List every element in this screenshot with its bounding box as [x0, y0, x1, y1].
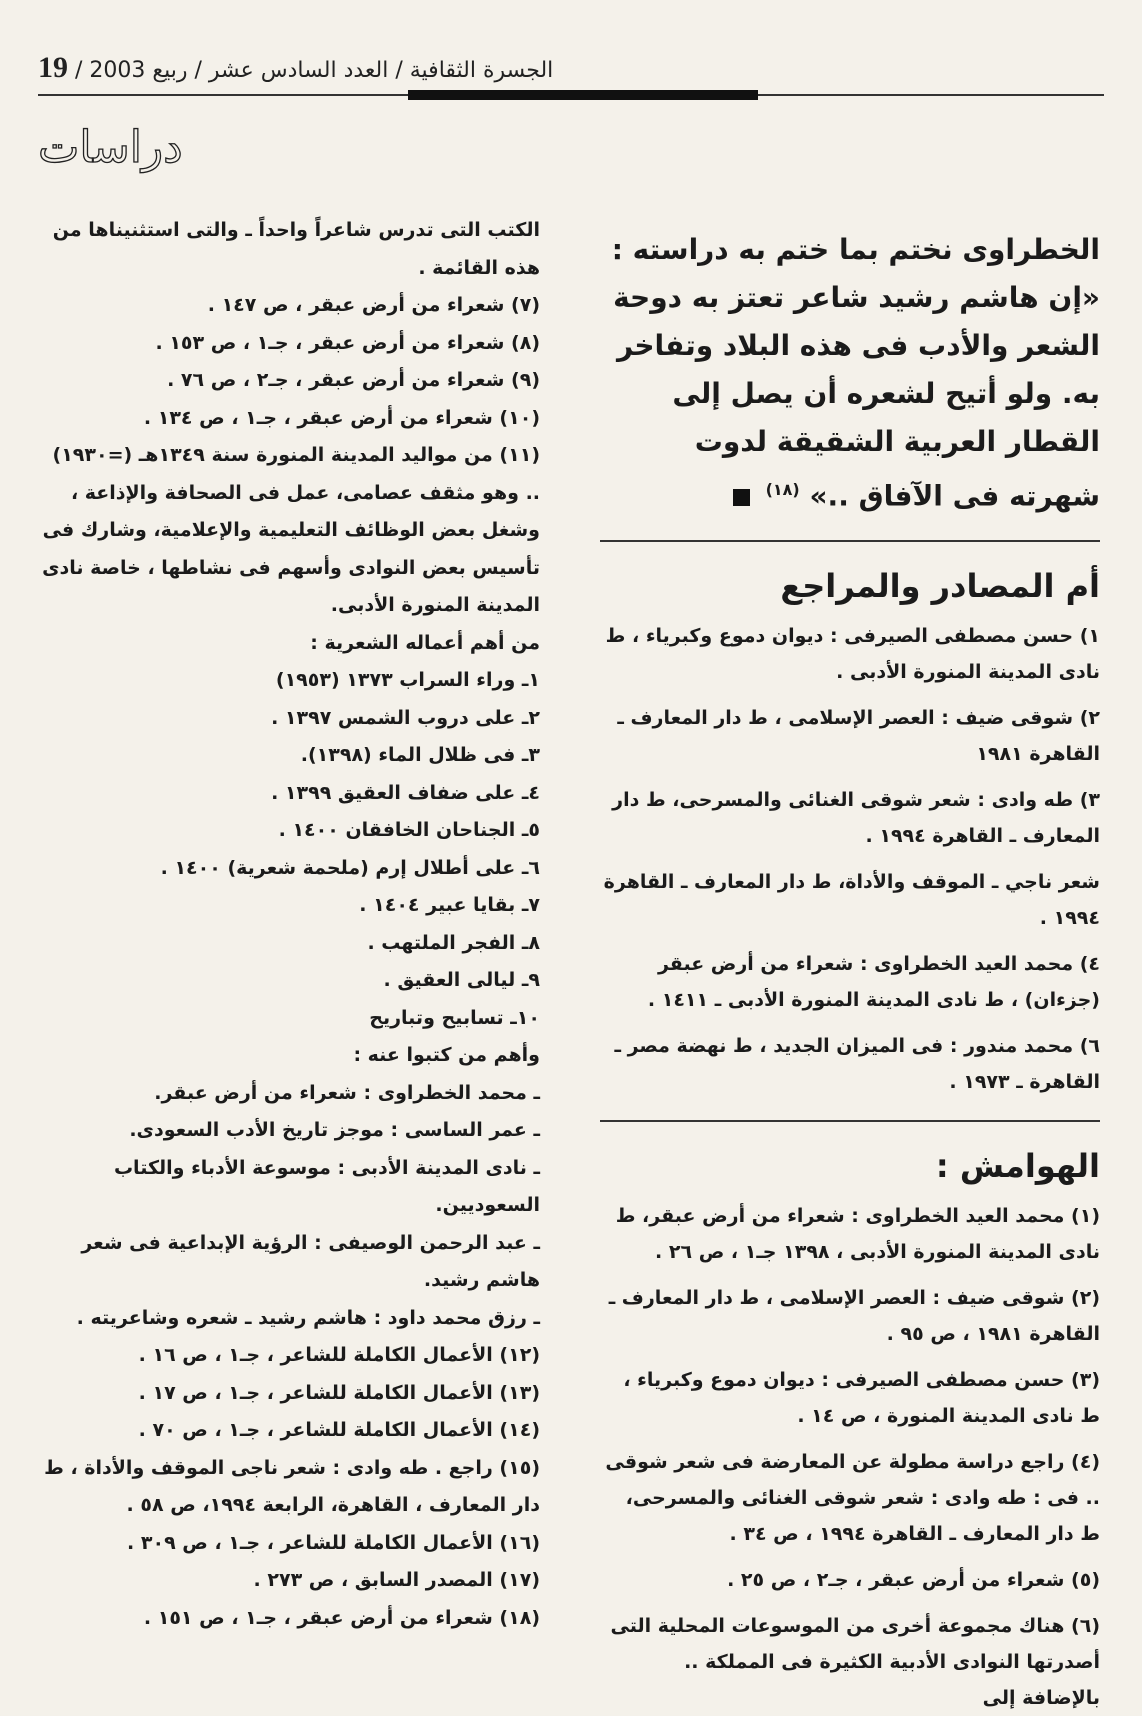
note-line: (١٧) المصدر السابق ، ص ٢٧٣ .: [253, 1569, 540, 1591]
footnote-item: (٢) شوقى ضيف : العصر الإسلامى ، ط دار المعارف ـ القاهرة ١٩٨١ ، ص ٩٥ .: [608, 1287, 1100, 1346]
note-line: (٩) شعراء من أرض عبقر ، جـ٢ ، ص ٧٦ .: [167, 369, 540, 391]
page-number: 19: [38, 51, 68, 84]
note-line: ٨ـ الفجر الملتهب .: [367, 931, 540, 954]
source-item: ٤) محمد العيد الخطراوى : شعراء من أرض عبقر (جزءان) ، ط نادى المدينة المنورة الأدبى ـ ١٤١١ .: [647, 953, 1100, 1012]
note-line: الكتب التى تدرس شاعراً واحداً ـ والتى استثنيناها من هذه القائمة .: [52, 219, 540, 279]
note-line: ١٠ـ تسابيح وتباريح: [369, 1006, 540, 1029]
footnote-item: (٤) راجع دراسة مطولة عن المعارضة فى شعر شوقى .. فى : طه وادى : شعر شوقى الغنائى والمسرحى، ط دار المعارف ـ القاهرة ١٩٩٤ ، ص ٣٤ .: [605, 1451, 1100, 1546]
note-line: ـ محمد الخطراوى : شعراء من أرض عبقر.: [154, 1081, 540, 1104]
note-line: ١ـ وراء السراب ١٣٧٣ (١٩٥٣): [275, 669, 540, 691]
right-column: [600, 212, 1100, 1710]
note-line: (١٤) الأعمال الكاملة للشاعر ، جـ١ ، ص ٧٠ .: [138, 1419, 540, 1441]
footnote-item: (٥) شعراء من أرض عبقر ، جـ٢ ، ص ٢٥ .: [727, 1569, 1100, 1592]
footnote-item: (٣) حسن مصطفى الصيرفى : ديوان دموع وكبرياء ، ط نادى المدينة المنورة ، ص ١٤ .: [623, 1369, 1100, 1428]
note-line: (١١) من مواليد المدينة المنورة سنة ١٣٤٩هـ (=١٩٣٠) .. وهو مثقف عصامى، عمل فى الصحافة والإذاعة ، وشغل بعض الوظائف التعليمية والإعلامية، وشارك فى تأسيس بعض النوادى وأسهم فى نشاطها ، خاصة نادى المدينة المنورة الأدبى.: [42, 444, 540, 616]
note-line: ٢ـ على دروب الشمس ١٣٩٧ .: [271, 706, 540, 729]
note-line: (١٣) الأعمال الكاملة للشاعر ، جـ١ ، ص ١٧ .: [138, 1381, 540, 1404]
note-line: ـ عبد الرحمن الوصيفى : الرؤية الإبداعية فى شعر هاشم رشيد.: [81, 1231, 540, 1291]
running-header: [38, 50, 1104, 86]
left-column: [40, 212, 540, 1662]
source-item: ٣) طه وادى : شعر شوقى الغنائى والمسرحى، ط دار المعارف ـ القاهرة ١٩٩٤ .: [612, 789, 1100, 848]
note-line: (٧) شعراء من أرض عبقر ، ص ١٤٧ .: [207, 294, 540, 316]
footnotes-title: الهوامش :: [935, 1147, 1100, 1186]
sources-list: [600, 618, 1100, 1100]
closing-ref: (١٨): [765, 480, 800, 499]
closing-paragraph: [600, 226, 1100, 520]
note-line: ٥ـ الجناحان الخافقان ١٤٠٠ .: [278, 819, 540, 841]
note-line: (٨) شعراء من أرض عبقر ، جـ١ ، ص ١٥٣ .: [155, 331, 540, 354]
footnote-item: (١) محمد العيد الخطراوى : شعراء من أرض عبقر، ط نادى المدينة المنورة الأدبى ، ١٣٩٨ جـ١ ، ص ٢٦ .: [615, 1205, 1100, 1264]
note-line: ٣ـ فى ظلال الماء (١٣٩٨).: [300, 744, 540, 766]
end-mark: [733, 489, 750, 506]
note-line: ٩ـ ليالى العقيق .: [383, 969, 540, 991]
source-item: ٦) محمد مندور : فى الميزان الجديد ، ط نهضة مصر ـ القاهرة ـ ١٩٧٣ .: [614, 1035, 1100, 1094]
header-bar: [408, 90, 758, 100]
note-line: ٤ـ على ضفاف العقيق ١٣٩٩ .: [271, 781, 540, 804]
footnotes-list: [600, 1198, 1100, 1716]
page-header: [38, 40, 1104, 100]
note-line: (١٥) راجع . طه وادى : شعر ناجى الموقف والأداة ، ط دار المعارف ، القاهرة، الرابعة ١٩٩٤، ص ٥٨ .: [44, 1456, 540, 1516]
source-item: شعر ناجي ـ الموقف والأداة، ط دار المعارف ـ القاهرة ١٩٩٤ .: [603, 871, 1100, 930]
closing-text: الخطراوى نختم بما ختم به دراسته : «إن هاشم رشيد شاعر تعتز به دوحة الشعر والأدب فى هذه البلاد وتفاخر به. ولو أتيح لشعره أن يصل إلى القطار العربية الشقيقة لدوت شهرته فى الآفاق ..»: [611, 233, 1100, 513]
journal-title: الجسرة الثقافية / العدد السادس عشر / ربيع 2003 /: [75, 58, 554, 83]
note-line: (١٠) شعراء من أرض عبقر ، جـ١ ، ص ١٣٤ .: [143, 406, 540, 429]
note-line: (١٢) الأعمال الكاملة للشاعر ، جـ١ ، ص ١٦ .: [138, 1344, 540, 1366]
note-line: من أهم أعماله الشعرية :: [310, 631, 540, 654]
divider: [600, 1120, 1100, 1122]
note-line: ـ عمر الساسى : موجز تاريخ الأدب السعودى.: [129, 1119, 540, 1141]
note-line: ٦ـ على أطلال إرم (ملحمة شعرية) ١٤٠٠ .: [160, 856, 540, 879]
sources-title: أم المصادر والمراجع: [780, 567, 1100, 606]
footnote-item: (٦) هناك مجموعة أخرى من الموسوعات المحلية التى أصدرتها النوادى الأدبية الكثيرة فى المملكة .. بالإضافة إلى: [610, 1615, 1100, 1710]
note-line: (١٦) الأعمال الكاملة للشاعر ، جـ١ ، ص ٣٠٩ .: [127, 1531, 540, 1554]
note-line: ٧ـ بقايا عبير ١٤٠٤ .: [359, 894, 540, 916]
note-line: ـ نادى المدينة الأدبى : موسوعة الأدباء والكتاب السعوديين.: [113, 1156, 540, 1216]
section-label: دراسات: [38, 122, 183, 173]
divider: [600, 540, 1100, 542]
note-line: وأهم من كتبوا عنه :: [353, 1044, 540, 1066]
source-item: ١) حسن مصطفى الصيرفى : ديوان دموع وكبرياء ، ط نادى المدينة المنورة الأدبى .: [605, 625, 1100, 684]
source-item: ٢) شوقى ضيف : العصر الإسلامى ، ط دار المعارف ـ القاهرة ١٩٨١: [617, 707, 1100, 766]
note-line: ـ رزق محمد داود : هاشم رشيد ـ شعره وشاعريته .: [76, 1306, 540, 1329]
note-line: (١٨) شعراء من أرض عبقر ، جـ١ ، ص ١٥١ .: [143, 1606, 540, 1629]
